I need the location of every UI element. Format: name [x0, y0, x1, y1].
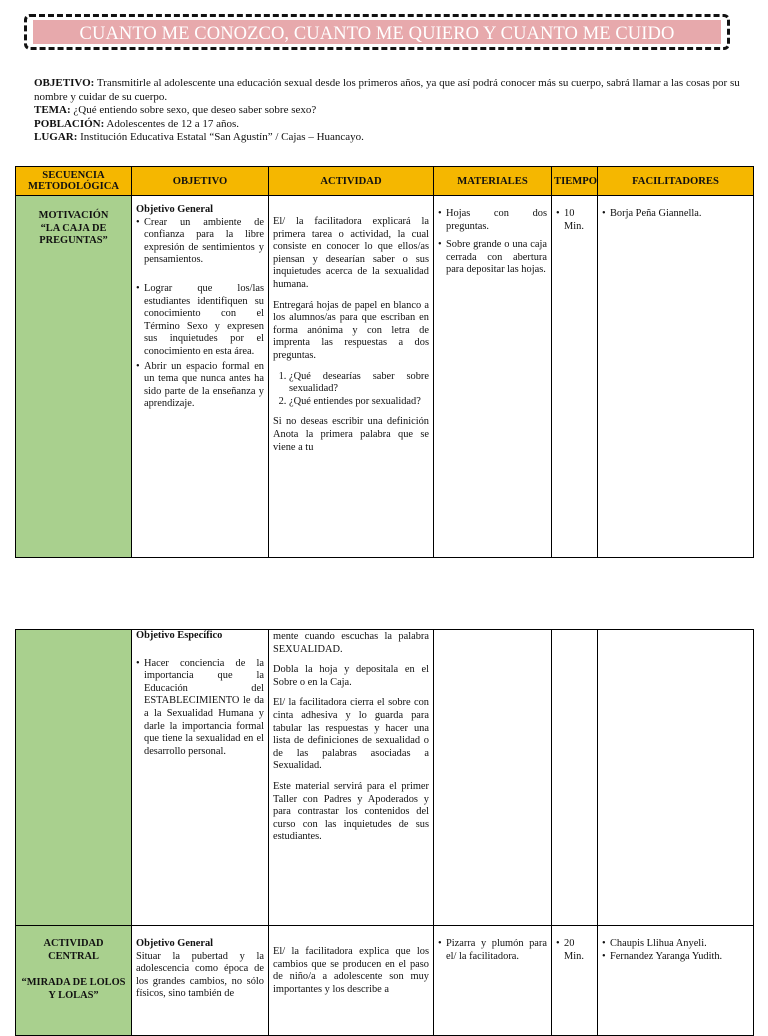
- time-cell: [552, 196, 598, 558]
- activity-paragraph: El/ la facilitadora cierra el sobre con cinta adhesiva y lo guarda para tabular las respuestas y hacer una lista de definiciones de sexualidad o de las palabras asociadas a Sexualidad.: [273, 697, 429, 772]
- lugar-label: LUGAR:: [34, 131, 78, 144]
- materials-list: [438, 938, 547, 963]
- list-item: • Crear un ambiente de confianza para la libre expresión de sentimientos y pensamientos.: [136, 217, 264, 267]
- stage-name: MOTIVACIÓN: [38, 210, 109, 221]
- time-list: [556, 938, 593, 963]
- facilitators-list: [602, 938, 749, 963]
- intro-section: [34, 77, 746, 145]
- activity-paragraph: mente cuando escuchas la palabra SEXUALIDAD.: [273, 631, 429, 655]
- session-table-page-1: [15, 166, 754, 558]
- materials-cell: [434, 196, 552, 558]
- title-background: [33, 20, 721, 44]
- activity-cell: [269, 926, 434, 1036]
- facilitators-cell: [598, 630, 754, 926]
- stage-subtitle: “MIRADA DE LOLOS Y LOLAS”: [21, 977, 126, 1001]
- stage-cell-actividad-central: [16, 926, 132, 1036]
- objetivo-text: Transmitirle al adolescente una educación sexual desde los primeros años, ya que así podrá conocer más su cuerpo, sabrá llamar a las cosas por su nombre y cuidar de su cuerpo.: [34, 77, 740, 103]
- tema-line: [34, 104, 746, 118]
- objective-text: Situar la pubertad y la adolescencia como época de los grandes cambios, no sólo físicos, sino también de: [136, 950, 264, 1000]
- header-actividad: ACTIVIDAD: [269, 167, 434, 196]
- objective-title: Objetivo General: [136, 938, 214, 949]
- activity-paragraph: El/ la facilitadora explicará la primera tarea o actividad, la cual consiste en conocer lo que ellos/as piensan y desearían saber o sus inquietudes acerca de la sexualidad humana.: [273, 216, 429, 290]
- objetivo-label: OBJETIVO:: [34, 77, 95, 89]
- table-row: [16, 196, 754, 558]
- lugar-text: Institución Educativa Estatal “San Agustín” / Cajas – Huancayo.: [77, 131, 364, 144]
- list-item: • Hacer conciencia de la importancia que la Educación del ESTABLECIMIENTO le da a la Sexualidad Humana y darle la importancia formal que tiene la sexualidad en el desarrollo personal.: [136, 658, 264, 759]
- poblacion-line: [34, 118, 746, 132]
- materials-cell: [434, 926, 552, 1036]
- header-objetivo: OBJETIVO: [132, 167, 269, 196]
- time-list: [556, 208, 593, 233]
- table-header-row: [16, 167, 754, 196]
- materials-list: [438, 208, 547, 277]
- list-item: • Hojas con dos preguntas.: [438, 208, 547, 233]
- list-item: 1. ¿Qué desearías saber sobre sexualidad?: [289, 371, 429, 396]
- list-item: • Sobre grande o una caja cerrada con abertura para depositar las hojas.: [438, 239, 547, 277]
- activity-cell: [269, 196, 434, 558]
- objective-cell: [132, 926, 269, 1036]
- list-item: • Abrir un espacio formal en un tema que nunca antes ha sido parte de la enseñanza y aprendizaje.: [136, 361, 264, 411]
- list-item: 2. ¿Qué entiendes por sexualidad?: [289, 396, 429, 409]
- poblacion-label: POBLACIÓN:: [34, 117, 105, 130]
- materials-cell: [434, 630, 552, 926]
- activity-paragraph: El/ la facilitadora explica que los cambios que se producen en el paso de niño/a a adolescente son muy importantes y los describe a: [273, 946, 429, 995]
- stage-name: ACTIVIDAD CENTRAL: [43, 938, 104, 962]
- stage-cell-motivacion: [16, 196, 132, 558]
- header-facilitadores: FACILITADORES: [598, 167, 754, 196]
- stage-subtitle: “LA CAJA DE PREGUNTAS”: [39, 222, 108, 247]
- list-item: • Fernandez Yaranga Yudith.: [602, 951, 749, 964]
- objective-cell: [132, 196, 269, 558]
- session-table-page-2: [15, 629, 754, 1036]
- list-item: • Chaupis Llihua Anyeli.: [602, 938, 749, 951]
- title-banner: [24, 14, 730, 50]
- question-list: [273, 371, 429, 409]
- header-secuencia: SECUENCIA METODOLÓGICA: [16, 167, 132, 196]
- poblacion-text: Adolescentes de 12 a 17 años.: [104, 117, 239, 130]
- stage-cell-empty: [16, 630, 132, 926]
- table-row: [16, 630, 754, 926]
- list-item: • Borja Peña Giannella.: [602, 208, 749, 221]
- objective-list: [136, 217, 264, 411]
- header-materiales: MATERIALES: [434, 167, 552, 196]
- facilitators-list: [602, 208, 749, 221]
- activity-cell: [269, 630, 434, 926]
- objetivo-line: [34, 77, 746, 104]
- list-item: • Lograr que los/las estudiantes identifiquen su conocimiento con el Término Sexo y expresen sus inquietudes por el conocimiento en esta área.: [136, 283, 264, 359]
- table-row: [16, 926, 754, 1036]
- tema-text: ¿Qué entiendo sobre sexo, que deseo saber sobre sexo?: [70, 104, 317, 117]
- activity-paragraph: Este material servirá para el primer Taller con Padres y Apoderados y para contrastar los contenidos del curso con las inquietudes de sus estudiantes.: [273, 780, 429, 843]
- facilitators-cell: [598, 196, 754, 558]
- tema-label: TEMA:: [34, 104, 71, 117]
- list-item: • 20 Min.: [556, 938, 593, 963]
- time-cell: [552, 926, 598, 1036]
- facilitators-cell: [598, 926, 754, 1036]
- time-cell: [552, 630, 598, 926]
- activity-paragraph: Si no deseas escribir una definición Anota la primera palabra que se viene a tu: [273, 416, 429, 453]
- objective-cell: [132, 630, 269, 926]
- objective-title: Objetivo Específico: [136, 630, 223, 641]
- header-tiempo: TIEMPO: [552, 167, 598, 196]
- objective-list: [136, 658, 264, 759]
- objective-title: Objetivo General: [136, 204, 214, 215]
- list-item: • Pizarra y plumón para el/ la facilitadora.: [438, 938, 547, 963]
- activity-paragraph: Dobla la hoja y depositala en el Sobre o en la Caja.: [273, 664, 429, 688]
- page-title: CUANTO ME CONOZCO, CUANTO ME QUIERO Y CUANTO ME CUIDO: [79, 24, 675, 44]
- activity-paragraph: Entregará hojas de papel en blanco a los alumnos/as para que escriban en forma anónima y con letra de imprenta las respuestas a dos preguntas.: [273, 299, 429, 361]
- list-item: • 10 Min.: [556, 208, 593, 233]
- lugar-line: [34, 131, 746, 145]
